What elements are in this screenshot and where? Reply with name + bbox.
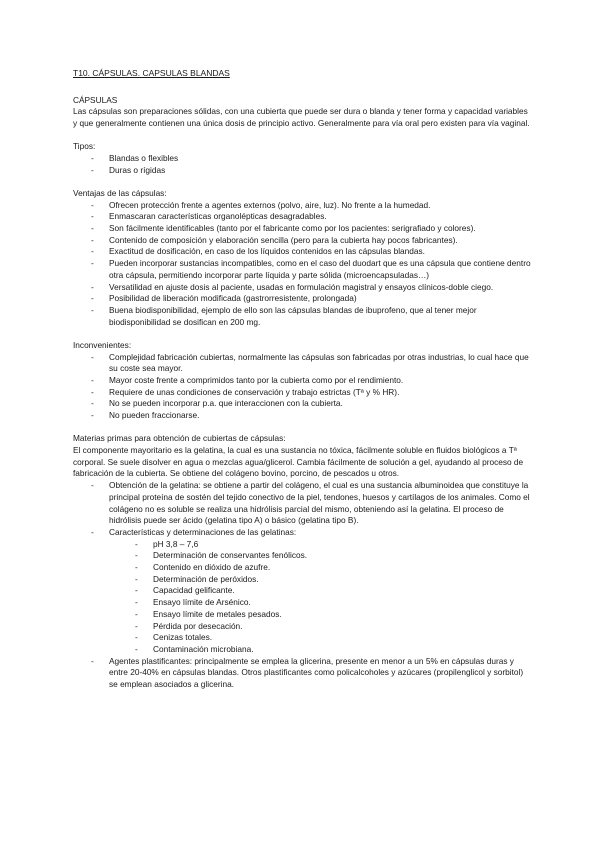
list-item: - Exactitud de dosificación, en caso de los líquidos contenidos en las cápsulas blandas. bbox=[73, 246, 533, 258]
list-item: - Buena biodisponibilidad, ejemplo de ello son las cápsulas blandas de ibuprofeno, que al tener mejor biodisponibilidad se dosifican en 200 mg. bbox=[73, 305, 533, 328]
list-item: - Enmascaran características organolépticas desagradables. bbox=[73, 211, 533, 223]
caracteristicas-sublist bbox=[73, 539, 533, 656]
materias-list bbox=[73, 480, 533, 539]
tipos-list bbox=[73, 153, 533, 176]
list-item: - No pueden fraccionarse. bbox=[73, 410, 533, 422]
section-heading-ventajas: Ventajas de las cápsulas: bbox=[73, 187, 167, 198]
list-item: - Requiere de unas condiciones de conservación y trabajo estrictas (Tª y % HR). bbox=[73, 387, 533, 399]
sub-list-item: - Capacidad gelificante. bbox=[73, 585, 533, 597]
section-heading-materias: Materias primas para obtención de cubiertas de cápsulas: bbox=[73, 433, 286, 444]
capsulas-paragraph: Las cápsulas son preparaciones sólidas, con una cubierta que puede ser dura o blanda y tener forma y capacidad variables y que generalmente contienen una única dosis de principio activo. Generalmente para vía oral pero existen para vía vaginal. bbox=[73, 106, 530, 129]
section-heading-capsulas: CÁPSULAS bbox=[73, 94, 118, 105]
list-item: - Son fácilmente identificables (tanto por el fabricante como por los pacientes: serigrafiado y colores). bbox=[73, 223, 533, 235]
sub-list-item: - Determinación de peróxidos. bbox=[73, 574, 533, 586]
list-item: - Versatilidad en ajuste dosis al paciente, usadas en formulación magistral y ensayos clínicos-doble ciego. bbox=[73, 282, 533, 294]
page-title: T10. CÁPSULAS. CAPSULAS BLANDAS bbox=[73, 68, 230, 78]
list-item-caracteristicas: - Características y determinaciones de las gelatinas: bbox=[73, 527, 533, 539]
list-item-obtencion: - Obtención de la gelatina: se obtiene a partir del colágeno, el cual es una sustancia albuminoidea que constituye la principal proteína de sostén del tejido conectivo de la piel, tendones, huesos y cartílagos de los animales. Como el colágeno no es soluble se realiza una hidrólisis parcial del mismo, obteniendo así la gelatina. El proceso de hidrólisis puede ser ácido (gelatina tipo A) o básico (gelatina tipo B). bbox=[73, 480, 533, 527]
list-item: - Complejidad fabricación cubiertas, normalmente las cápsulas son fabricadas por otras industrias, lo cual hace que su coste sea mayor. bbox=[73, 352, 533, 375]
sub-list-item: - Pérdida por desecación. bbox=[73, 621, 533, 633]
sub-list-item: - Ensayo límite de Arsénico. bbox=[73, 597, 533, 609]
list-item-plastificantes: - Agentes plastificantes: principalmente se emplea la glicerina, presente en menor a un 5% en cápsulas duras y entre 20-40% en cápsulas blandas. Otros plastificantes como policalcoholes y azúcares (propilenglicol y sorbitol) se emplean asociados a glicerina. bbox=[73, 656, 533, 691]
document-content bbox=[73, 68, 533, 691]
sub-list-item: - Contaminación microbiana. bbox=[73, 644, 533, 656]
list-item: - Ofrecen protección frente a agentes externos (polvo, aire, luz). No frente a la humedad. bbox=[73, 200, 533, 212]
list-item: - Pueden incorporar sustancias incompatibles, como en el caso del duodart que es una cápsula que contiene dentro otra cápsula, permitiendo incorporar parte líquida y parte sólida (microencapsuladas…) bbox=[73, 258, 533, 281]
ventajas-list bbox=[73, 200, 533, 329]
list-item: - Mayor coste frente a comprimidos tanto por la cubierta como por el rendimiento. bbox=[73, 375, 533, 387]
list-item: - Duras o rígidas bbox=[73, 165, 533, 177]
sub-list-item: - pH 3,8 – 7,6 bbox=[73, 539, 533, 551]
list-item: - Contenido de composición y elaboración sencilla (pero para la cubierta hay pocos fabricantes). bbox=[73, 235, 533, 247]
section-heading-inconvenientes: Inconvenientes: bbox=[73, 339, 132, 350]
inconvenientes-list bbox=[73, 352, 533, 422]
section-heading-tipos: Tipos: bbox=[73, 141, 96, 152]
materias-paragraph: El componente mayoritario es la gelatina, la cual es una sustancia no tóxica, fácilmente soluble en fluidos biológicos a Tª corporal. Se suele disolver en agua o mezclas agua/glicerol. Cambia fácilmente de solución a gel, ayudando al proceso de fabricación de la cubierta. Se obtiene del colágeno bovino, porcino, de pescados u otros. bbox=[73, 444, 524, 479]
sub-list-item: - Cenizas totales. bbox=[73, 632, 533, 644]
list-item: - Posibilidad de liberación modificada (gastrorresistente, prolongada) bbox=[73, 293, 533, 305]
sub-list-item: - Determinación de conservantes fenólicos. bbox=[73, 550, 533, 562]
plastificantes-list bbox=[73, 656, 533, 691]
sub-list-item: - Contenido en dióxido de azufre. bbox=[73, 562, 533, 574]
list-item: - No se pueden incorporar p.a. que interaccionen con la cubierta. bbox=[73, 398, 533, 410]
sub-list-item: - Ensayo límite de metales pesados. bbox=[73, 609, 533, 621]
list-item: - Blandas o flexibles bbox=[73, 153, 533, 165]
